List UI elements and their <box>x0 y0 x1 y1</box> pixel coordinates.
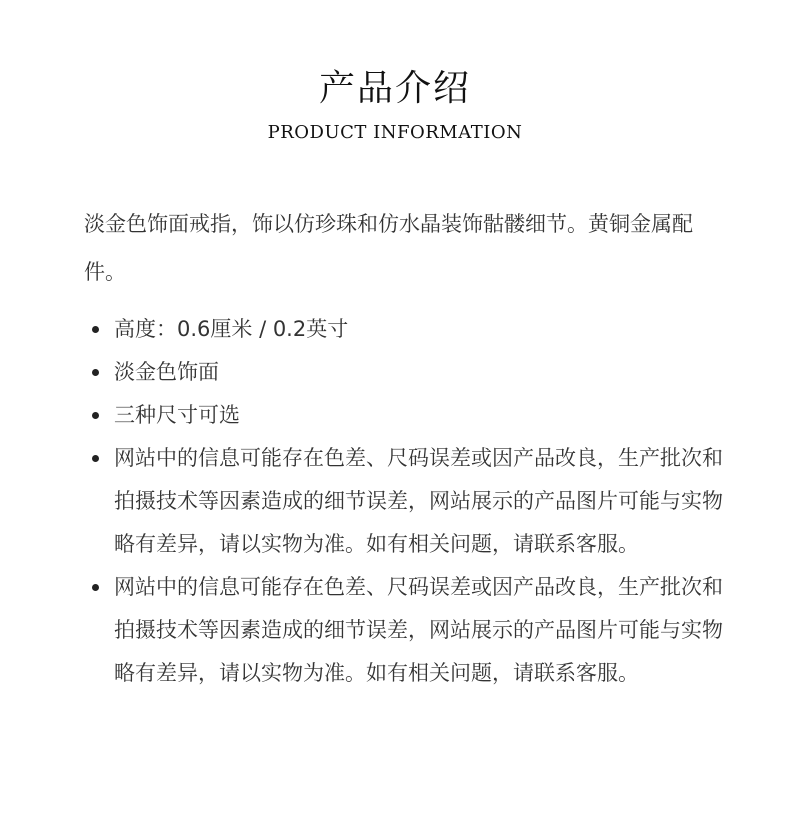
product-info-header <box>0 66 790 144</box>
list-item-text: 网站中的信息可能存在色差、尺码误差或因产品改良，生产批次和拍摄技术等因素造成的细节误差，网站展示的产品图片可能与实物略有差异，请以实物为准。如有相关问题，请联系客服。 <box>114 575 723 685</box>
bullet-icon <box>92 326 99 333</box>
bullet-icon <box>92 412 99 419</box>
intro-paragraph: 淡金色饰面戒指，饰以仿珍珠和仿水晶装饰骷髅细节。黄铜金属配件。 <box>84 212 693 284</box>
list-item <box>84 308 724 351</box>
list-item-text: 淡金色饰面 <box>114 360 219 384</box>
list-item-text: 三种尺寸可选 <box>114 403 240 427</box>
product-description <box>84 200 724 695</box>
bullet-icon <box>92 455 99 462</box>
bullet-icon <box>92 369 99 376</box>
page-subtitle: PRODUCT INFORMATION <box>267 122 523 143</box>
list-item <box>84 566 724 695</box>
list-item-text: 网站中的信息可能存在色差、尺码误差或因产品改良，生产批次和拍摄技术等因素造成的细节误差，网站展示的产品图片可能与实物略有差异，请以实物为准。如有相关问题，请联系客服。 <box>114 446 723 556</box>
list-item <box>84 437 724 566</box>
list-item <box>84 394 724 437</box>
feature-list <box>84 308 724 695</box>
list-item-text: 高度：0.6厘米 / 0.2英寸 <box>114 317 349 341</box>
bullet-icon <box>92 584 99 591</box>
list-item <box>84 351 724 394</box>
page-title: 产品介绍 <box>318 68 471 109</box>
